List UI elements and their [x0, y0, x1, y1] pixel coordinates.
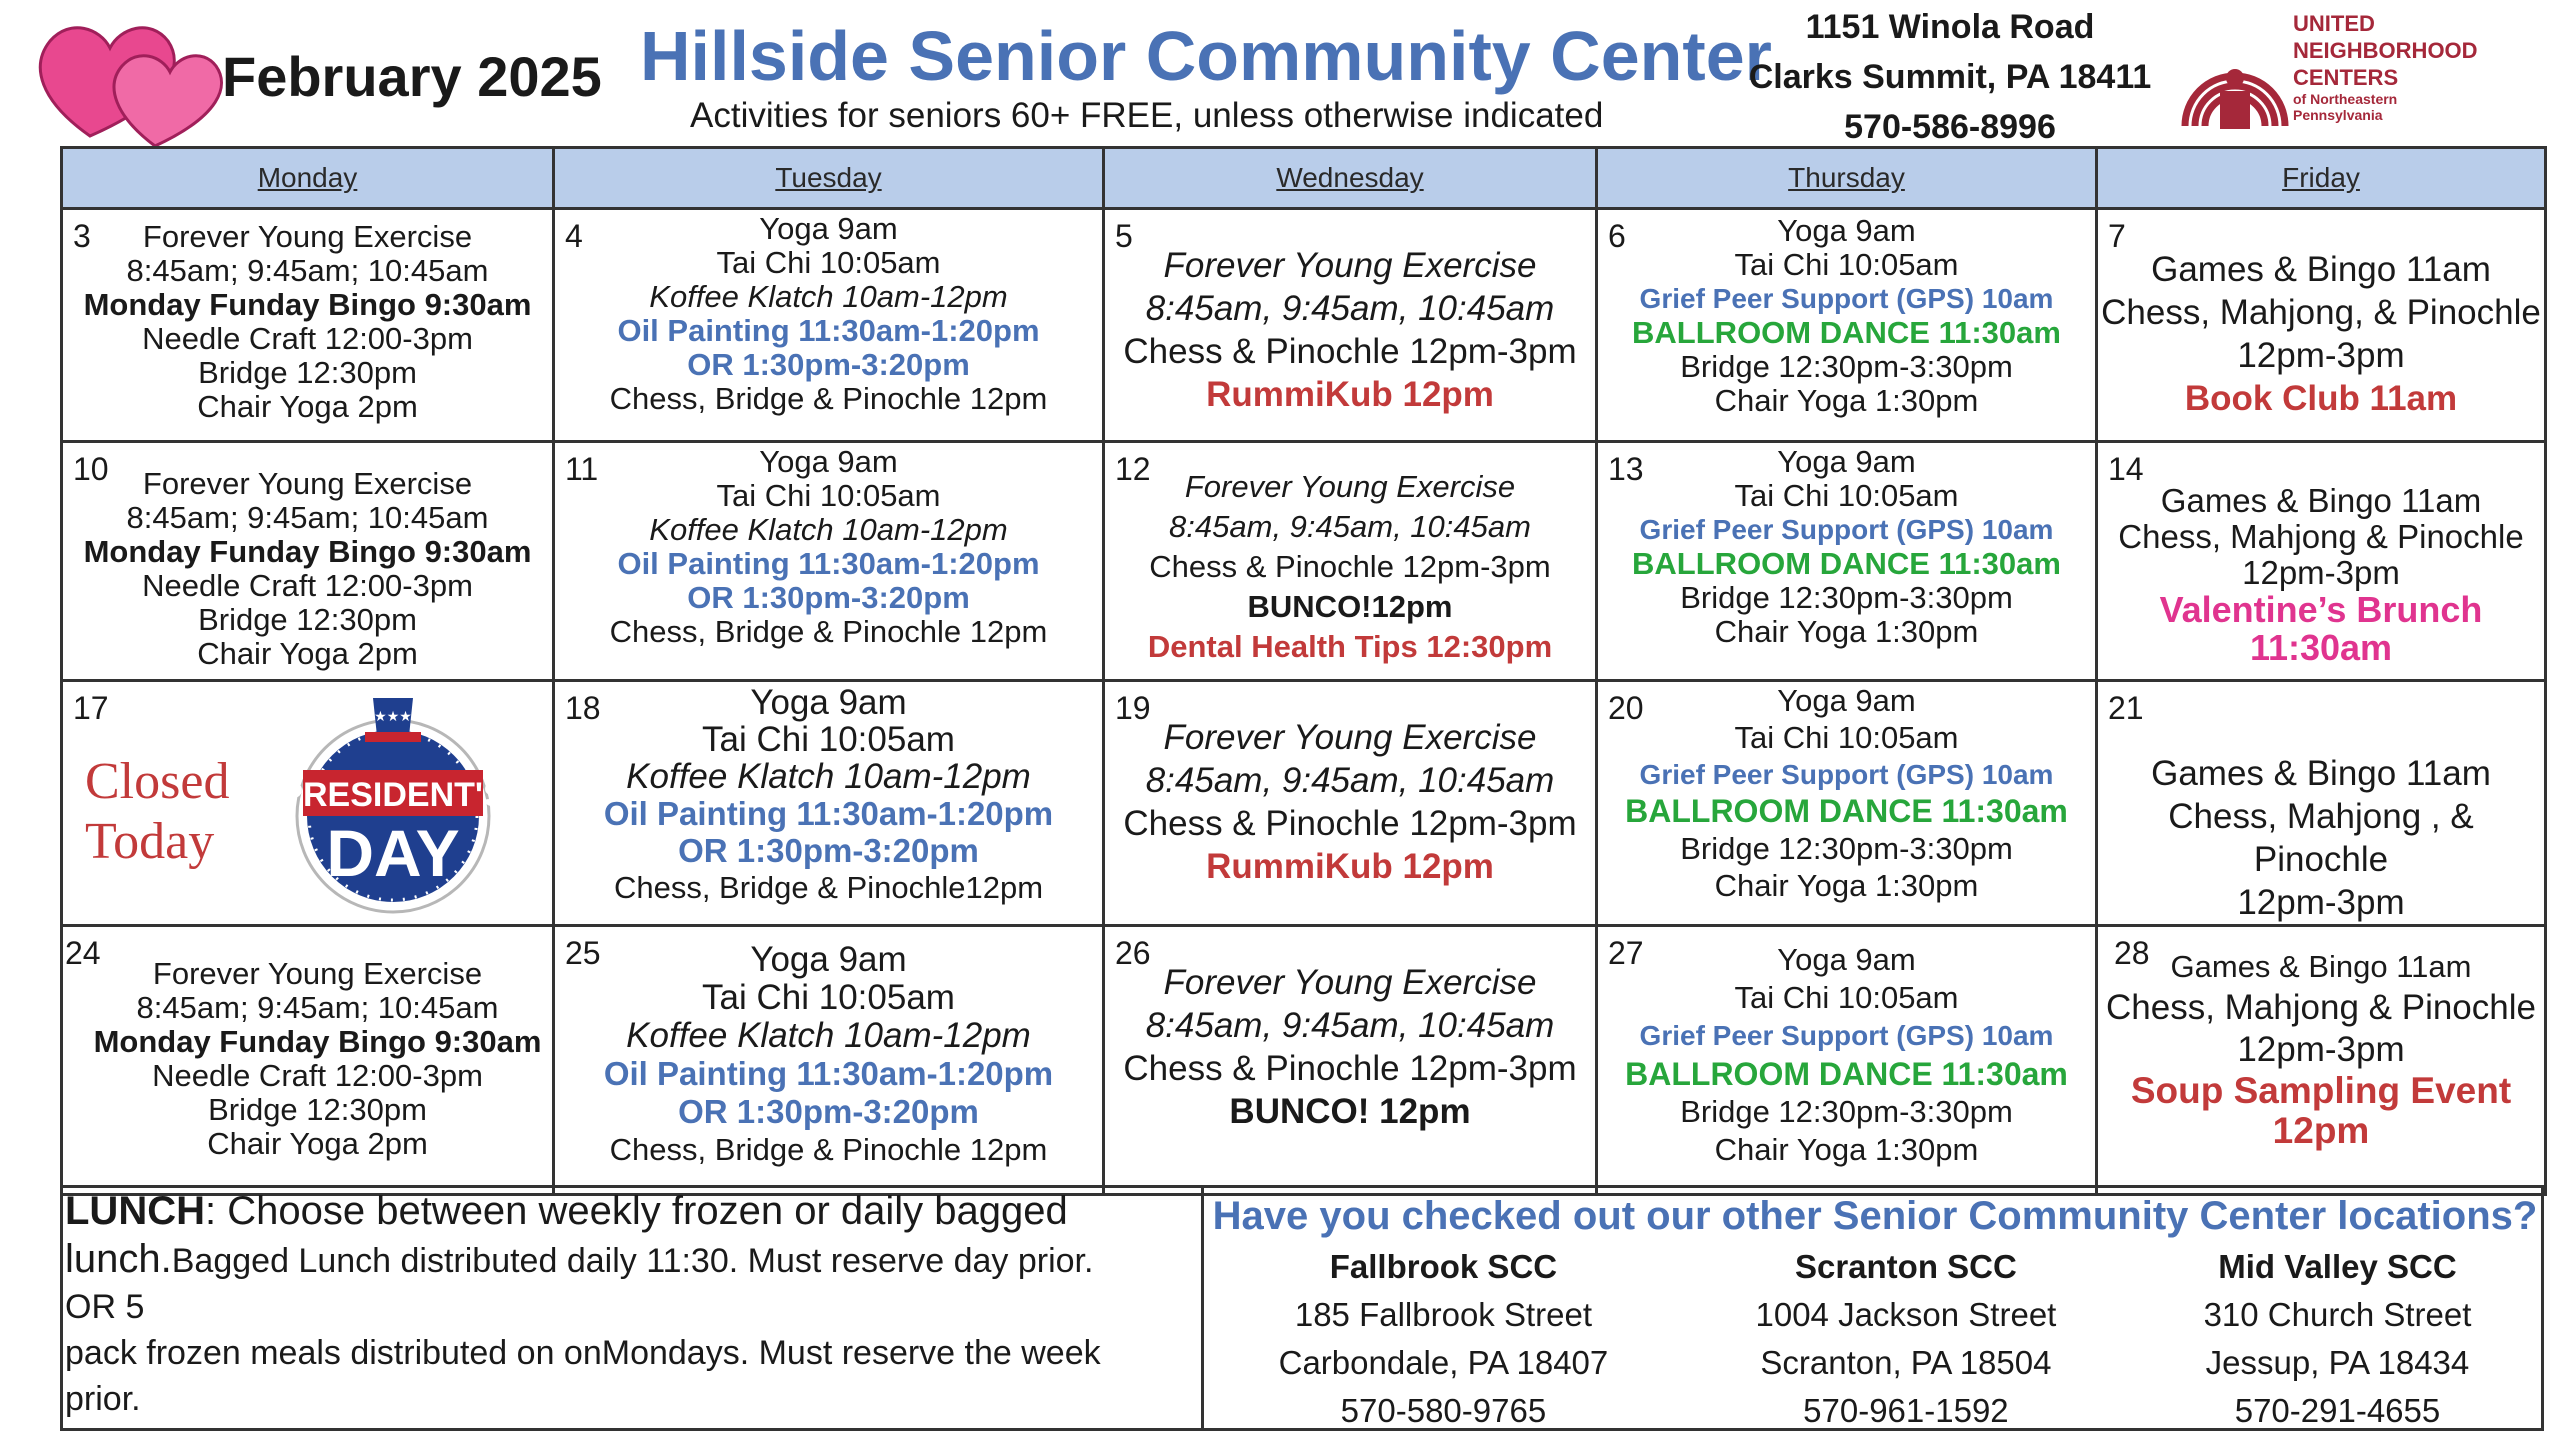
activity: Games & Bingo 11am [2151, 754, 2491, 793]
activity: Needle Craft 12:00-3pm [142, 568, 473, 603]
activity-list [1105, 927, 1595, 1133]
activity: Koffee Klatch 10am-12pm [626, 1016, 1031, 1055]
activity-list [555, 927, 1102, 1169]
activity: OR 1:30pm-3:20pm [687, 580, 970, 615]
day-number: 19 [1115, 690, 1151, 726]
activity: OR 1:30pm-3:20pm [678, 1093, 979, 1130]
lunch-lead: : Choose between weekly frozen or daily bagged [204, 1189, 1068, 1233]
activity: Chair Yoga 2pm [197, 636, 418, 671]
day-cell [1104, 681, 1597, 926]
location-name: Scranton SCC [1794, 1248, 2017, 1285]
activity: Oil Painting 11:30am-1:20pm [617, 546, 1040, 581]
location-phone: 570-291-4655 [2234, 1392, 2441, 1429]
activity: 12pm-3pm [2237, 1030, 2405, 1069]
other-locations [1205, 1188, 2545, 1428]
unc-logo-icon [2180, 6, 2290, 136]
activity: Oil Painting 11:30am-1:20pm [603, 795, 1054, 832]
activity: Koffee Klatch 10am-12pm [626, 757, 1031, 796]
svg-text:★★★: ★★★ [374, 709, 412, 725]
activity: Tai Chi 10:05am [702, 978, 955, 1017]
activity: Yoga 9am [759, 211, 898, 246]
activity: Chess, Mahjong & Pinochle [2118, 518, 2524, 555]
unc-logo [2180, 6, 2560, 136]
activity: Chair Yoga 1:30pm [1714, 614, 1979, 649]
activity: Oil Painting 11:30am-1:20pm [617, 313, 1040, 348]
day-cell [1597, 926, 2097, 1195]
activity: Forever Young Exercise [142, 466, 473, 501]
weekday-header: Wednesday [1104, 148, 1597, 209]
day-number: 5 [1115, 218, 1133, 254]
activity: BALLROOM DANCE 11:30am [1625, 793, 2068, 829]
week-row [62, 209, 2546, 442]
footer-section [60, 1185, 2544, 1431]
activity-list [1105, 210, 1595, 416]
activity-list [2098, 210, 2544, 420]
activity-list [1598, 927, 2095, 1169]
weekday-header: Thursday [1597, 148, 2097, 209]
day-number: 3 [73, 218, 91, 254]
day-number: 24 [65, 935, 101, 971]
activity: Book Club 11am [2184, 379, 2458, 418]
activity: Forever Young Exercise [142, 219, 473, 254]
activity-list [1105, 443, 1595, 667]
day-cell [62, 442, 554, 681]
activity-list [63, 443, 552, 671]
activity: Chair Yoga 2pm [197, 389, 418, 424]
lunch-text: lunch. [65, 1237, 172, 1281]
month-title: February 2025 [222, 45, 602, 108]
activity: Forever Young Exercise [152, 956, 483, 991]
activity: 8:45am; 9:45am; 10:45am [136, 990, 499, 1025]
activity: Bridge 12:30pm [208, 1092, 427, 1127]
day-number: 18 [565, 690, 601, 726]
activity: Chess, Bridge & Pinochle 12pm [609, 381, 1048, 416]
activity-list [1598, 210, 2095, 418]
activity: Games & Bingo 11am [2151, 250, 2491, 289]
activity: 8:45am; 9:45am; 10:45am [126, 500, 489, 535]
activity: Tai Chi 10:05am [702, 720, 955, 759]
activity: Tai Chi 10:05am [716, 478, 941, 513]
badge-line-2: DAY [326, 816, 460, 890]
activity: Chess, Bridge & Pinochle12pm [613, 870, 1044, 905]
unc-logo-text [2293, 10, 2478, 123]
day-number: 20 [1608, 690, 1644, 726]
activity: Chair Yoga 2pm [207, 1126, 428, 1161]
closed-line: Today [85, 813, 215, 870]
day-cell [1597, 209, 2097, 442]
location-name: Mid Valley SCC [2218, 1248, 2457, 1285]
day-cell [2097, 442, 2546, 681]
activity: Bridge 12:30pm-3:30pm [1680, 349, 2013, 384]
activity: Dental Health Tips 12:30pm [1147, 629, 1553, 664]
activity: Koffee Klatch 10am-12pm [649, 512, 1008, 547]
logo-small-line: Pennsylvania [2293, 107, 2383, 123]
activity: Needle Craft 12:00-3pm [142, 321, 473, 356]
activity: BALLROOM DANCE 11:30am [1632, 315, 2061, 350]
activity: Games & Bingo 11am [2170, 949, 2472, 984]
location-card [1755, 1243, 2056, 1435]
activity: 12pm-3pm [2237, 336, 2405, 375]
activity: 8:45am, 9:45am, 10:45am [1145, 1006, 1555, 1045]
week-row [62, 442, 2546, 681]
activity: Forever Young Exercise [1163, 718, 1537, 757]
logo-line: NEIGHBORHOOD [2293, 38, 2478, 63]
lunch-text: prior. [65, 1380, 141, 1418]
hearts-icon [30, 6, 230, 156]
closed-notice [85, 752, 229, 872]
lunch-notice [65, 1188, 1204, 1428]
day-number: 10 [73, 451, 109, 487]
activity: Grief Peer Support (GPS) 10am [1639, 1020, 2054, 1051]
day-cell [554, 926, 1104, 1195]
activity: RummiKub 12pm [1206, 847, 1494, 886]
location-card [1279, 1243, 1609, 1435]
activity: Grief Peer Support (GPS) 10am [1639, 514, 2054, 545]
activity: 11:30am [2249, 627, 2393, 668]
day-number: 17 [73, 690, 109, 726]
calendar-grid [60, 146, 2547, 1196]
activity: Bridge 12:30pm-3:30pm [1680, 831, 2013, 866]
activity: Tai Chi 10:05am [1734, 478, 1959, 513]
activity: Yoga 9am [1777, 444, 1916, 479]
center-phone: 570-586-8996 [1844, 108, 2056, 146]
day-number: 28 [2114, 935, 2150, 971]
activity-list [63, 210, 552, 424]
activity: OR 1:30pm-3:20pm [687, 347, 970, 382]
activity: Yoga 9am [1777, 213, 1916, 248]
address-line-2: Clarks Summit, PA 18411 [1748, 58, 2152, 96]
activity-list [2098, 682, 2544, 924]
day-cell [2097, 681, 2546, 926]
location-street: 185 Fallbrook Street [1294, 1296, 1593, 1333]
activity: 8:45am, 9:45am, 10:45am [1145, 289, 1555, 328]
day-cell [2097, 209, 2546, 442]
closed-line: Closed [85, 753, 230, 810]
address-line-1: 1151 Winola Road [1805, 8, 2095, 46]
day-cell [1597, 681, 2097, 926]
week-row [62, 681, 2546, 926]
day-number: 11 [565, 451, 599, 487]
center-title: Hillside Senior Community Center [640, 17, 1772, 95]
activity-list [1105, 682, 1595, 888]
activity-list [63, 927, 552, 1161]
activity: Chess, Mahjong, & Pinochle [2101, 293, 2541, 332]
day-cell [1597, 442, 2097, 681]
activity-list [555, 682, 1102, 906]
presidents-day-icon [273, 688, 513, 914]
activity: BALLROOM DANCE 11:30am [1625, 1056, 2068, 1092]
day-number: 13 [1608, 451, 1644, 487]
activity: Chess, Bridge & Pinochle 12pm [609, 1132, 1048, 1167]
day-cell [1104, 926, 1597, 1195]
day-cell [62, 926, 554, 1195]
activity: Tai Chi 10:05am [1734, 980, 1959, 1015]
weekday-header: Tuesday [554, 148, 1104, 209]
activity: Forever Young Exercise [1163, 246, 1537, 285]
activity: Monday Funday Bingo 9:30am [83, 534, 532, 569]
activity: Chess, Bridge & Pinochle 12pm [609, 614, 1048, 649]
activity: 12pm-3pm [2242, 554, 2400, 591]
activity-list [555, 210, 1102, 416]
location-phone: 570-580-9765 [1340, 1392, 1547, 1429]
activity-list [2098, 443, 2544, 667]
activity: Yoga 9am [759, 444, 898, 479]
activity: Tai Chi 10:05am [716, 245, 941, 280]
activity: Tai Chi 10:05am [1734, 247, 1959, 282]
day-number: 7 [2108, 218, 2126, 254]
activity: Koffee Klatch 10am-12pm [649, 279, 1008, 314]
activity-list [1598, 443, 2095, 649]
activity: Forever Young Exercise [1163, 963, 1537, 1002]
activity: Bridge 12:30pm-3:30pm [1680, 1094, 2013, 1129]
weekday-header-row [62, 148, 2546, 209]
other-locations-title: Have you checked out our other Senior Community Center locations? [1212, 1194, 2538, 1238]
activity-list [1598, 682, 2095, 904]
location-city: Carbondale, PA 18407 [1278, 1344, 1609, 1381]
activity: Chess & Pinochle 12pm-3pm [1123, 1049, 1577, 1088]
day-number: 12 [1115, 451, 1151, 487]
activity: 8:45am, 9:45am, 10:45am [1169, 509, 1531, 544]
activity: Tai Chi 10:05am [1734, 720, 1959, 755]
day-number: 14 [2108, 451, 2144, 487]
activity: Chess & Pinochle 12pm-3pm [1123, 804, 1577, 843]
activity: Bridge 12:30pm [198, 602, 417, 637]
activity: Chess, Mahjong , & Pinochle [2168, 797, 2474, 879]
activity: Chair Yoga 1:30pm [1714, 383, 1979, 418]
day-cell [554, 442, 1104, 681]
location-city: Jessup, PA 18434 [2205, 1344, 2470, 1381]
activity: 12pm-3pm [2237, 883, 2405, 922]
day-cell [1104, 442, 1597, 681]
location-phone: 570-961-1592 [1803, 1392, 2009, 1429]
lunch-text: pack frozen meals distributed on onMondays. Must reserve the week [65, 1334, 1101, 1372]
location-card [2204, 1243, 2472, 1435]
activity: OR 1:30pm-3:20pm [678, 832, 979, 869]
activity: Oil Painting 11:30am-1:20pm [603, 1055, 1054, 1092]
activity: Bridge 12:30pm-3:30pm [1680, 580, 2013, 615]
day-number: 4 [565, 218, 583, 254]
day-number: 21 [2108, 690, 2144, 726]
activity: 8:45am, 9:45am, 10:45am [1145, 761, 1555, 800]
weekday-header: Monday [62, 148, 554, 209]
activity: 12pm [2272, 1110, 2370, 1151]
lunch-text: Bagged Lunch distributed daily 11:30. Must reserve day prior. [171, 1242, 1094, 1280]
activity: BALLROOM DANCE 11:30am [1632, 546, 2061, 581]
activity: BUNCO!12pm [1247, 589, 1453, 624]
activity: Forever Young Exercise [1184, 469, 1516, 504]
day-cell [62, 209, 554, 442]
day-number: 25 [565, 935, 601, 971]
activity: Yoga 9am [1777, 683, 1916, 718]
weekday-header: Friday [2097, 148, 2546, 209]
day-number: 26 [1115, 935, 1151, 971]
location-street: 1004 Jackson Street [1755, 1296, 2057, 1333]
day-cell [554, 681, 1104, 926]
location-city: Scranton, PA 18504 [1760, 1344, 2052, 1381]
activity: Monday Funday Bingo 9:30am [83, 287, 532, 322]
activity: Chair Yoga 1:30pm [1714, 868, 1979, 903]
activity: Monday Funday Bingo 9:30am [93, 1024, 542, 1059]
day-number: 6 [1608, 218, 1626, 254]
day-cell [2097, 926, 2546, 1195]
week-row [62, 926, 2546, 1195]
activity: Games & Bingo 11am [2160, 482, 2482, 519]
activity: Grief Peer Support (GPS) 10am [1639, 283, 2054, 314]
location-list [1205, 1243, 2545, 1435]
activity: Yoga 9am [750, 940, 907, 979]
activity: Yoga 9am [1777, 942, 1916, 977]
activity: Grief Peer Support (GPS) 10am [1639, 759, 2054, 790]
activity: Chess & Pinochle 12pm-3pm [1149, 549, 1551, 584]
activity: Needle Craft 12:00-3pm [152, 1058, 483, 1093]
activity: Chess & Pinochle 12pm-3pm [1123, 332, 1577, 371]
activity: RummiKub 12pm [1206, 375, 1494, 414]
location-name: Fallbrook SCC [1329, 1248, 1558, 1285]
lunch-text: OR 5 [65, 1288, 145, 1326]
day-cell [1104, 209, 1597, 442]
activity: Yoga 9am [750, 683, 907, 722]
activity: BUNCO! 12pm [1229, 1092, 1471, 1131]
activity: 8:45am; 9:45am; 10:45am [126, 253, 489, 288]
logo-line: CENTERS [2293, 65, 2399, 90]
activity-list [2098, 927, 2544, 1151]
day-cell [554, 209, 1104, 442]
logo-line: UNITED [2293, 11, 2375, 36]
subtitle: Activities for seniors 60+ FREE, unless otherwise indicated [690, 96, 1604, 135]
logo-small-line: of Northeastern [2293, 91, 2398, 107]
activity: Chair Yoga 1:30pm [1714, 1132, 1979, 1167]
activity: Soup Sampling Event [2130, 1070, 2512, 1111]
day-cell [62, 681, 554, 926]
location-street: 310 Church Street [2203, 1296, 2472, 1333]
badge-line-1: PRESIDENT'S [280, 776, 506, 814]
activity: Chess, Mahjong & Pinochle [2106, 988, 2536, 1027]
day-number: 27 [1608, 935, 1644, 971]
lunch-label: LUNCH [65, 1189, 205, 1233]
center-address [1740, 2, 2160, 152]
activity-list [555, 443, 1102, 649]
activity: Valentine’s Brunch [2159, 589, 2483, 630]
activity: Bridge 12:30pm [198, 355, 417, 390]
